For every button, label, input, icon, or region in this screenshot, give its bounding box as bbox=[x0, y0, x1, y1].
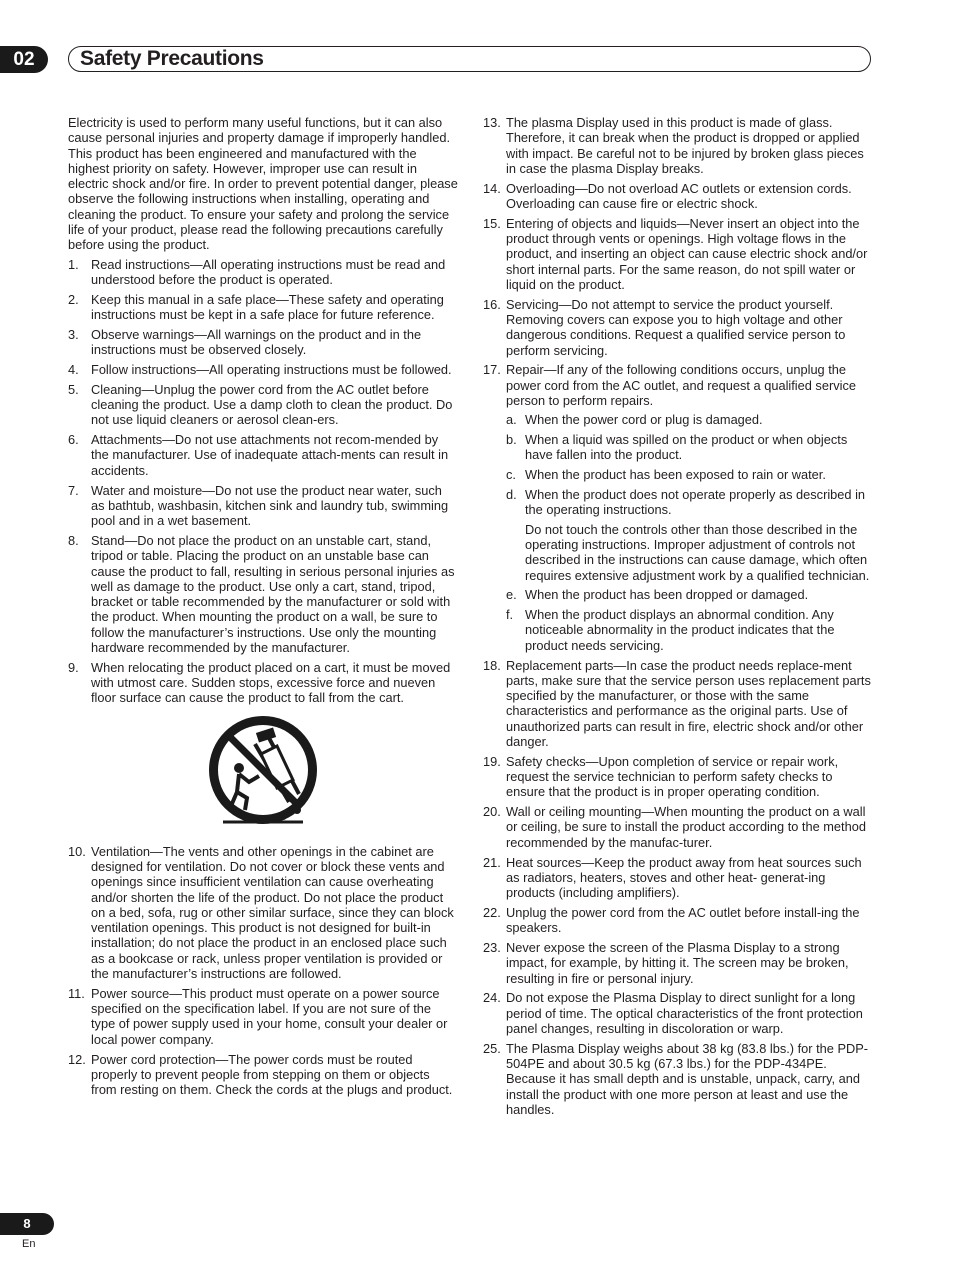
list-item: 20. Wall or ceiling mounting—When mounting the product on a wall or ceiling, be sure to install the product according to the method recommended by the manufac-turer. bbox=[483, 804, 866, 850]
list-item: 12. Power cord protection—The power cords must be routed properly to prevent people from stepping on them or objects from resting on them. Check the cords at the plugs and product. bbox=[68, 1051, 453, 1098]
left-column bbox=[68, 115, 458, 1102]
sub-list-item: f. When the product displays an abnormal condition. Any noticeable abnormality in the product indicates that the product needs servicing. bbox=[506, 607, 835, 653]
cart-tip-over-warning-icon bbox=[203, 714, 323, 832]
repair-conditions-list bbox=[506, 412, 875, 653]
list-item: 7. Water and moisture—Do not use the product near water, such as bathtub, washbasin, kitchen sink and laundry tub, swimming pool and in a wet basement. bbox=[68, 482, 449, 529]
list-item: 14. Overloading—Do not overload AC outlets or extension cords. Overloading can cause fire or electric shock. bbox=[483, 180, 852, 211]
page-title: Safety Precautions bbox=[80, 47, 264, 70]
list-item: 22. Unplug the power cord from the AC outlet before install-ing the speakers. bbox=[483, 904, 860, 936]
list-item: 11. Power source—This product must operate on a power source specified on the specification label. If you are not sure of the type of power supply used in your home, consult your dealer or local power company. bbox=[68, 985, 448, 1047]
list-item: 3. Observe warnings—All warnings on the product and in the instructions must be observed closely. bbox=[68, 326, 422, 358]
precautions-list-10-12 bbox=[68, 844, 458, 1098]
right-column bbox=[483, 115, 875, 1122]
list-item: 23. Never expose the screen of the Plasma Display to a strong impact, for example, by hitting it. The screen may be broken, resulting in fire or personal injury. bbox=[483, 940, 849, 986]
list-item: 6. Attachments—Do not use attachments not recom-mended by the manufacturer. Use of inadequate attach-ments can result in accidents. bbox=[68, 432, 449, 478]
sub-list-item: c. When the product has been exposed to rain or water. bbox=[506, 467, 826, 483]
sub-list-item: a. When the power cord or plug is damaged. bbox=[506, 412, 763, 428]
page-number: 8 bbox=[0, 1213, 54, 1235]
list-item: 10. Ventilation—The vents and other openings in the cabinet are designed for ventilation. Do not cover or block these vents and openings since insufficient ventilation can cause overheating and/or shorten the life of the product. Do not place the product on a bed, sofa, rug or other similar surface, since they can block ventilation openings. This product is not designed for built-in installation; do not place the product in an enclosed place such as a bookcase or rack, unless proper ventilation is provided or the manufacturer’s instructions are followed. bbox=[68, 843, 454, 982]
sub-list-item: e. When the product has been dropped or damaged. bbox=[506, 587, 809, 603]
precautions-list-13-25 bbox=[483, 115, 875, 1117]
list-item: 16. Servicing—Do not attempt to service the product yourself. Removing covers can expose you to high voltage and other dangerous conditions. Request a qualified service person to perform servicing. bbox=[483, 296, 846, 358]
list-item: 24. Do not expose the Plasma Display to direct sunlight for a long period of time. The optical characteristics of the front protection panel changes, resulting in discoloration or warp. bbox=[483, 990, 863, 1037]
list-item: 13. The plasma Display used in this product is made of glass. Therefore, it can break when the product is dropped or applied with impact. Be careful not to be injured by broken glass pieces in case the plasma Display breaks. bbox=[483, 115, 864, 176]
list-item: 1. Read instructions—All operating instructions must be read and understood before the product is operated. bbox=[68, 256, 446, 287]
chapter-number: 02 bbox=[0, 46, 48, 73]
cart-warning-figure bbox=[68, 714, 458, 832]
list-item: 15. Entering of objects and liquids—Never insert an object into the product through vents or openings. High voltage flows in the product, and inserting an object can cause electric shock and/or short internal parts. For the same reason, do not spill water or liquid on the product. bbox=[483, 215, 868, 292]
list-item: 19. Safety checks—Upon completion of service or repair work, request the service technician to perform safety checks to ensure that the product is in proper operating condition. bbox=[483, 753, 839, 800]
intro-paragraph: Electricity is used to perform many useful functions, but it can also cause personal injuries and property damage if improperly handled. This product has been engineered and manufactured with the highest priority on safety. However, improper use can result in electric shock and/or fire. In order to prevent potential danger, please observe the following instructions when installing, operating and cleaning the product. To ensure your safety and prolong the service life of your product, please read the following precautions carefully before using the product. bbox=[68, 115, 458, 253]
sub-item-note: Do not touch the controls other than those described in the operating instructions. Improper adjustment of controls not described in the instructions can cause damage, which often requires extensive adjustment work by a qualified technician. bbox=[525, 521, 870, 583]
language-label: En bbox=[22, 1238, 36, 1250]
list-item: 9. When relocating the product placed on a cart, it must be moved with utmost care. Sudden stops, excessive force and nueven floor surface can cause the product to fall from the cart. bbox=[68, 659, 451, 706]
list-item: 4. Follow instructions—All operating instructions must be followed. bbox=[68, 361, 452, 377]
precautions-list-1-9 bbox=[68, 257, 458, 706]
list-item: 8. Stand—Do not place the product on an unstable cart, stand, tripod or table. Placing the product on an unstable base can cause the product to fall, resulting in serious personal injuries as well as damage to the product. Use only a cart, stand, tripod, bracket or table recommended by the manufacturer or sold with the product. When mounting the product on a wall, be sure to follow the manufacturer’s instructions. Use only the mounting hardware recommended by the manufacturer. bbox=[68, 532, 455, 655]
sub-list-item: d. When the product does not operate properly as described in the operating instructions. Do not touch the controls other than those described in the operating instructions. Improper adjustment of controls not described in the instructions can cause damage, which often requires extensive adjustment work by a qualified technician. bbox=[506, 487, 875, 583]
list-item-repair: 17. Repair—If any of the following conditions occurs, unplug the power cord from the AC outlet, and request a qualified service person to perform repairs. a. When the power cord or plug is damaged. b. When a liquid was spilled on the product or when objects have fallen into the product. c. When the product has been exposed to rain or water. d. When the product does not operate properly as described in the operating instructions. Do not touch the controls other than those described in the operating instructions. Improper adjustment of controls not described in the instructions can cause damage, which often requires extensive adjustment work by a qualified technician. e. When the product has been dropped or damaged. f. When the product displays an abnormal condition. Any noticeable abnormality in the product indicates that the product needs servicing. bbox=[483, 362, 875, 653]
list-item: 25. The Plasma Display weighs about 38 kg (83.8 lbs.) for the PDP-504PE and about 30.5 kg (67.3 lbs.) for the PDP-434PE. Because it has small depth and is unstable, unpack, carry, and install the product with one more person at least and use the handles. bbox=[483, 1040, 869, 1118]
sub-list-item: b. When a liquid was spilled on the product or when objects have fallen into the product. bbox=[506, 432, 848, 463]
list-item: 2. Keep this manual in a safe place—These safety and operating instructions must be kept in a safe place for future reference. bbox=[68, 291, 444, 323]
list-item: 18. Replacement parts—In case the product needs replace-ment parts, make sure that the service person uses replacement parts specified by the manufacturer, or those with the same characteristics and performance as the original parts. Use of unauthorized parts can result in fire, electric shock and/or other danger. bbox=[483, 657, 871, 749]
list-item: 21. Heat sources—Keep the product away from heat sources such as radiators, heaters, stoves and other heat- generat-ing products (including amplifiers). bbox=[483, 854, 862, 901]
list-item: 5. Cleaning—Unplug the power cord from the AC outlet before cleaning the product. Use a damp cloth to clean the product. Do not use liquid cleaners or aerosol clean-ers. bbox=[68, 381, 453, 428]
